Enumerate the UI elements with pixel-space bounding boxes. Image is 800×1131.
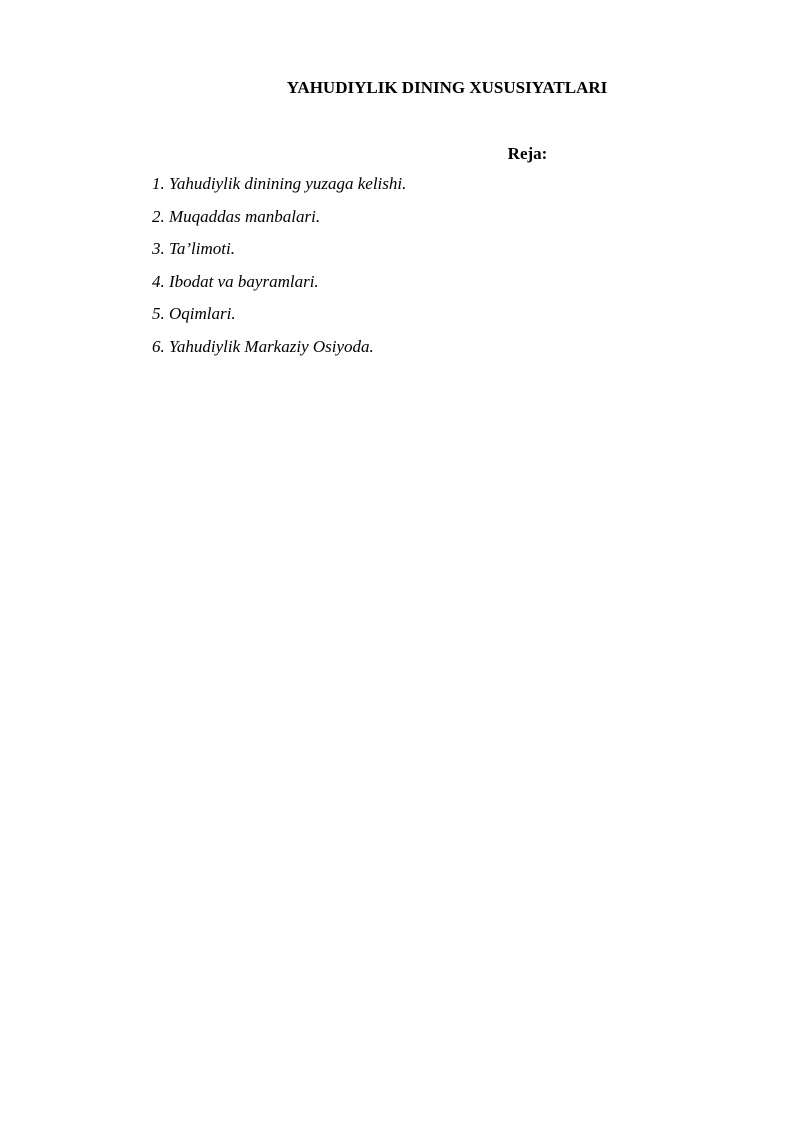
document-title: YAHUDIYLIK DINING XUSUSIYATLARI [286, 78, 608, 97]
plan-item: 6. Yahudiylik Markaziy Osiyoda. [152, 336, 374, 356]
plan-item: 5. Oqimlari. [152, 304, 236, 324]
plan-heading: Reja: [507, 144, 548, 163]
plan-list [152, 173, 406, 369]
plan-item: 4. Ibodat va bayramlari. [152, 271, 319, 291]
plan-item: 3. Ta’limoti. [152, 239, 235, 259]
plan-item: 2. Muqaddas manbalari. [152, 206, 321, 226]
plan-item: 1. Yahudiylik dinining yuzaga kelishi. [152, 174, 407, 193]
